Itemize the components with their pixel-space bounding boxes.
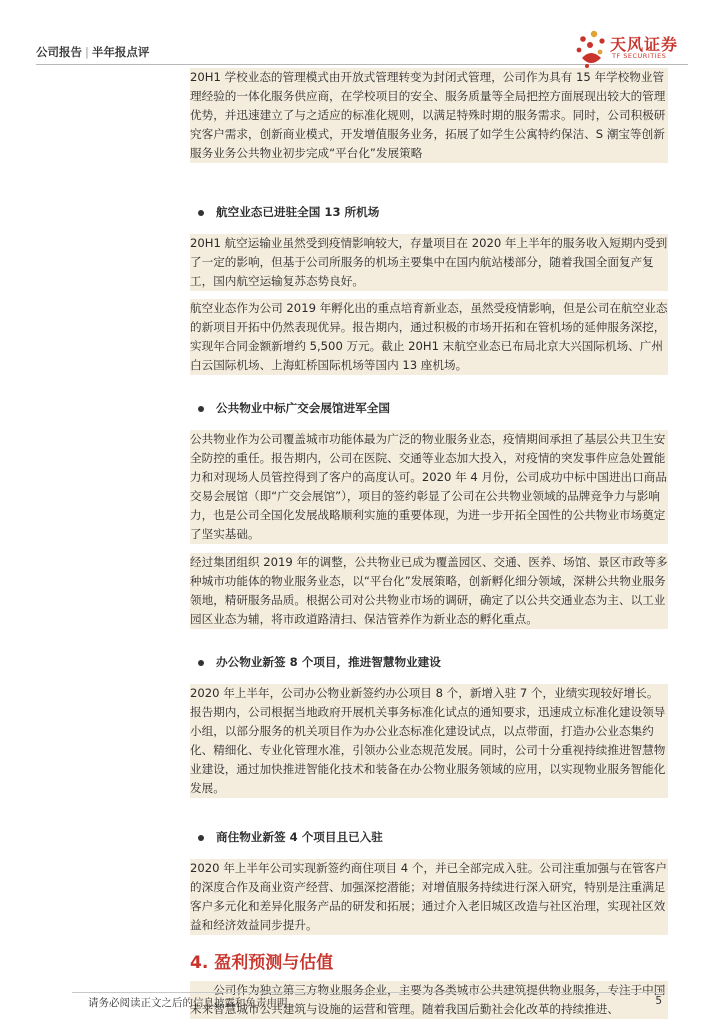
aviation-heading: [190, 203, 668, 222]
report-category: [36, 44, 149, 60]
footer-rule: [72, 992, 664, 993]
page-number: 5: [655, 995, 662, 1007]
public-paragraph-2: 经过集团组织 2019 年的调整，公共物业已成为覆盖园区、交通、医养、场馆、景区市政等多种城市功能体的物业服务业态，以“平台化”发展策略，创新孵化细分领域，深耕公共物业服务领地，精研服务品质。根据公司对公共物业市场的调研，确定了以公共交通业态为主、以工业园区业态为辅，将市政道路清扫、保洁管养作为新业态的孵化重点。: [190, 553, 668, 629]
public-paragraph-1: 公共物业作为公司覆盖城市功能体最为广泛的物业服务业态，疫情期间承担了基层公共卫生安全防控的重任。报告期内，公司在医院、交通等业态加大投入，对疫情的突发事件应急处置能力和对现场人员管控得到了客户的高度认可。2020 年 4 月份，公司成功中标中国进出口商品交易会展馆（即“广交会展馆”），项目的签约彰显了公司在公共物业领域的品牌竞争力与影响力，也是公司全国化发展战略顺利实施的重要体现，为进一步开拓全国性的公共物业市场奠定了坚实基础。: [190, 430, 668, 544]
bullet-icon: [198, 406, 204, 412]
header-category: 公司报告: [36, 45, 82, 59]
residential-heading: [190, 828, 668, 847]
aviation-paragraph-1: 20H1 航空运输业虽然受到疫情影响较大，存量项目在 2020 年上半年的服务收入短期内受到了一定的影响，但基于公司所服务的机场主要集中在国内航站楼部分，随着我国全面复产复工，国内航空运输复苏态势良好。: [190, 234, 668, 291]
bullet-icon: [198, 660, 204, 666]
main-content: [190, 62, 668, 1019]
office-paragraph: 2020 年上半年，公司办公物业新签约办公项目 8 个，新增入驻 7 个，业绩实现较好增长。报告期内，公司根据当地政府开展机关事务标准化试点的通知要求，迅速成立标准化建设领导小组，以部分服务的机关项目作为办公业态标准化建设试点，以点带面，打造办公业态集约化、精细化、专业化管理水准，引领办公业态规范发展。同时，公司十分重视持续推进智慧物业建设，通过加快推进智能化技术和装备在办公物业服务领域的应用，以实现物业服务智能化发展。: [190, 684, 668, 798]
school-paragraph: 20H1 学校业态的管理模式由开放式管理转变为封闭式管理，公司作为具有 15 年学校物业管理经验的一体化服务供应商，在学校项目的安全、服务质量等全局把控方面展现出较大的管理优势，并迅速建立了与之适应的标准化规则，以满足特殊时期的服务需求。同时，公司积极研究客户需求，创新商业模式，开发增值服务业务，拓展了如学生公寓特约保洁、S 潮宝等创新服务业务公共物业初步完成“平台化”发展策略: [190, 68, 668, 163]
residential-heading-text: 商住物业新签 4 个项目且已入驻: [216, 830, 383, 844]
header-separator: |: [85, 45, 89, 59]
office-heading-text: 办公物业新签 8 个项目，推进智慧物业建设: [216, 655, 441, 669]
aviation-heading-text: 航空业态已进驻全国 13 所机场: [216, 205, 380, 219]
aviation-paragraph-2: 航空业态作为公司 2019 年孵化出的重点培育新业态，虽然受疫情影响，但是公司在航空业态的新项目开拓中仍然表现优异。报告期内，通过积极的市场开拓和在管机场的延伸服务深挖，实现年合同金额新增约 5,500 万元。截止 20H1 末航空业态已布局北京大兴国际机场、广州白云国际机场、上海虹桥国际机场等国内 13 座机场。: [190, 299, 668, 375]
profit-forecast-title: 4. 盈利预测与估值: [190, 953, 334, 973]
logo-name: 天风证券: [610, 35, 679, 54]
profit-forecast-paragraph: 公司作为独立第三方物业服务企业，主要为各类城市公共建筑提供物业服务，专注于中国未来智慧城市公共建筑与设施的运营和管理。随着我国后勤社会化改革的持续推进、: [190, 981, 668, 1019]
public-heading-text: 公共物业中标广交会展馆进军全国: [216, 401, 390, 415]
public-heading: [190, 399, 668, 418]
bullet-icon: [198, 835, 204, 841]
header-type: 半年报点评: [91, 45, 150, 59]
office-heading: [190, 653, 668, 672]
bullet-icon: [198, 210, 204, 216]
residential-paragraph: 2020 年上半年公司实现新签约商住项目 4 个，并已全部完成入驻。公司注重加强与在管客户的深度合作及商业资产经营、加强深挖潜能；对增值服务持续进行深入研究，特别是注重满足客户多元化和差异化服务产品的研发和拓展；通过介入老旧城区改造与社区治理，实现社区效益和经济效益同步提升。: [190, 859, 668, 935]
logo-subtitle: TF SECURITIES: [612, 52, 667, 60]
footer-disclaimer: 请务必阅读正文之后的信息披露和免责申明: [88, 997, 288, 1009]
